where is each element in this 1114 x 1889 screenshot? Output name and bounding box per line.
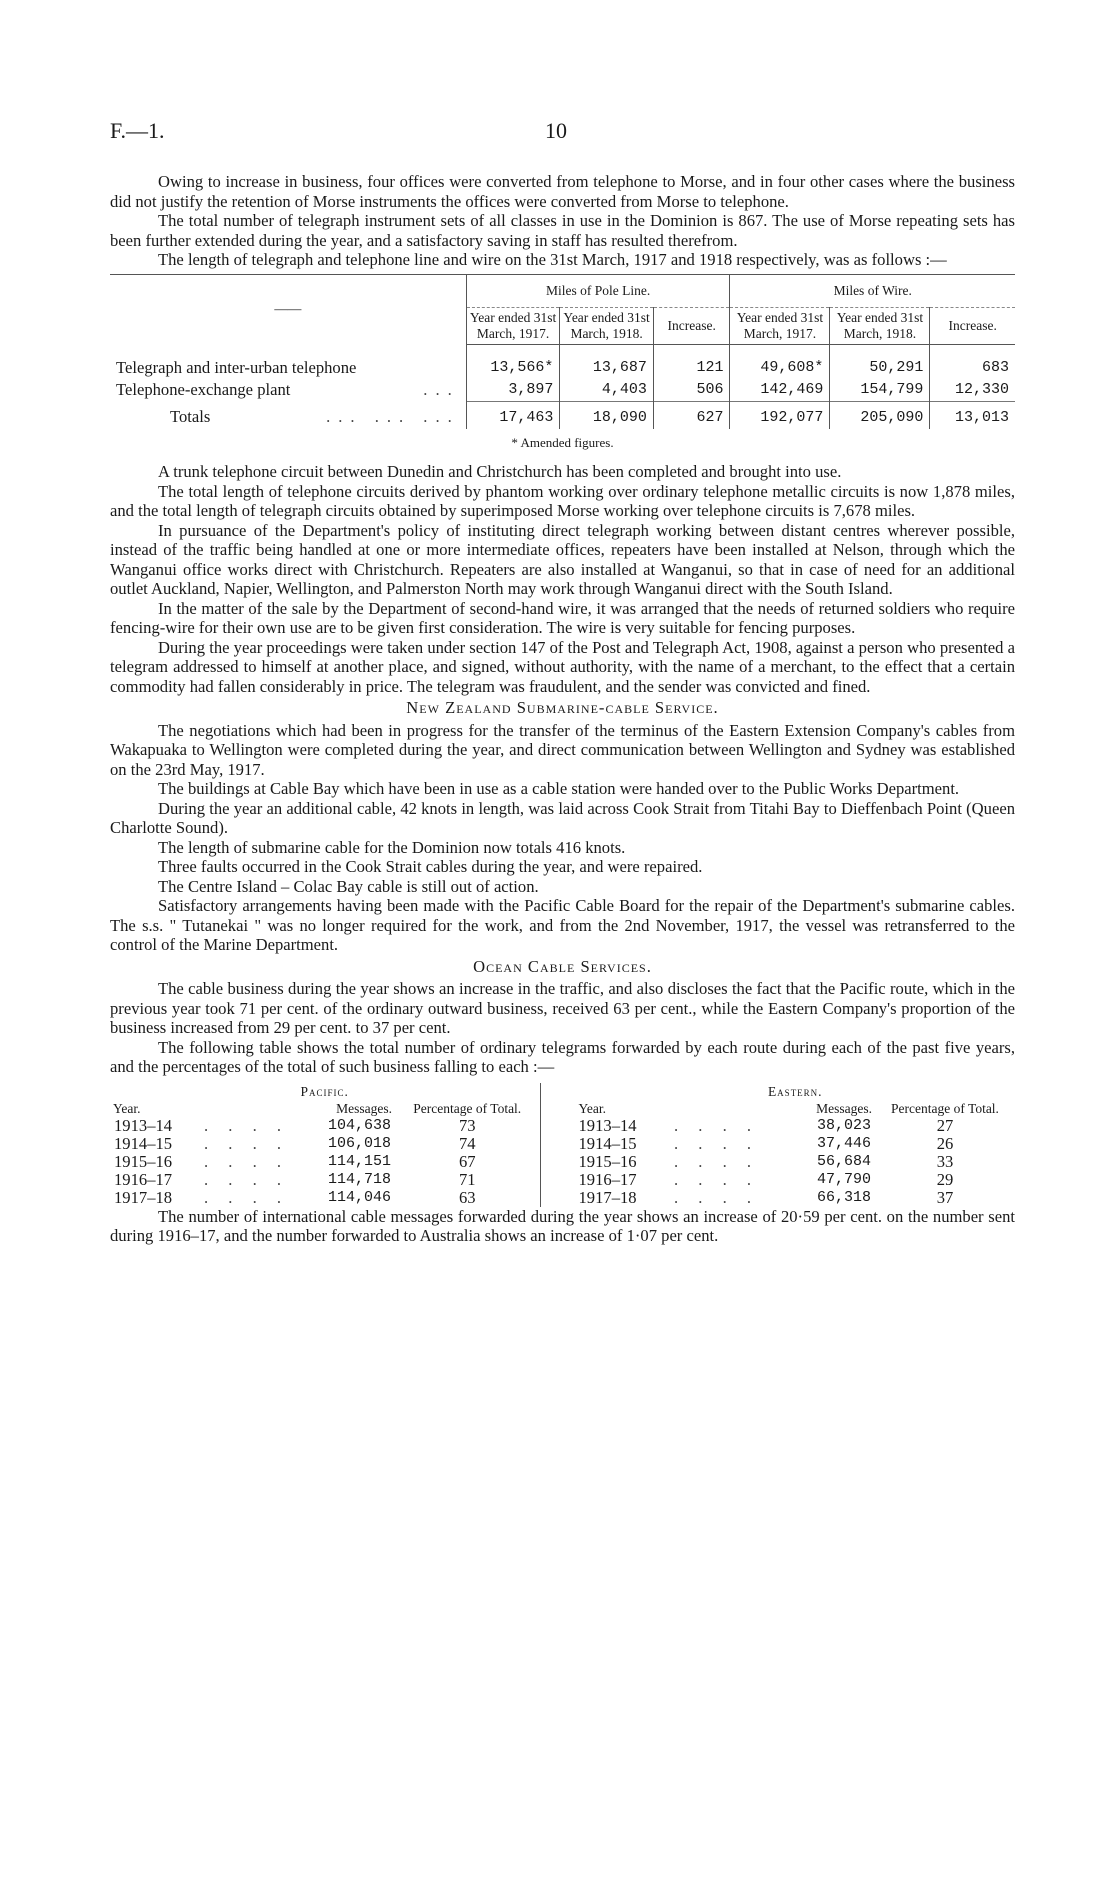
- col-header-1917: Year ended 31st March, 1917.: [466, 307, 560, 344]
- cell: 18,090: [560, 401, 654, 429]
- section-heading: New Zealand Submarine-cable Service.: [406, 698, 719, 717]
- col-header-percentage: Percentage of Total.: [891, 1100, 999, 1116]
- table-row: 1915–16 . . . . 114,151 67 1915–16 . . . . 56,684 33: [114, 1151, 954, 1171]
- col-header-year: Year.: [113, 1100, 141, 1116]
- cell: 49,608*: [730, 357, 830, 379]
- col-header-messages: Messages.: [336, 1100, 392, 1116]
- pacific-header: Pacific.: [300, 1083, 349, 1099]
- paragraph: In the matter of the sale by the Department of second-hand wire, it was arranged that the needs of returned soldiers who require fencing-wire for their own use are to be given first consideration. The wire is very suitable for fencing purposes.: [110, 598, 1015, 637]
- running-header: [110, 118, 1015, 148]
- table-row: 1917–18 . . . . 114,046 63 1917–18 . . . . 66,318 37: [114, 1187, 954, 1207]
- cell: 121: [653, 357, 730, 379]
- paragraph: In pursuance of the Department's policy of instituting direct telegraph working between distant centres wherever possible, instead of the traffic being handled at one or more intermediate offices, repeaters have been installed at Nelson, through which the Wanganui office works direct with Christchurch. Repeaters are also installed at Wanganui, so that in case of need for an additional outlet Auckland, Napier, Wellington, and Palmerston North may work through Wanganui direct with the South Island.: [110, 520, 1015, 598]
- wire-group-header: Miles of Wire.: [730, 274, 1015, 307]
- row-label: Telegraph and inter-urban telephone: [116, 357, 357, 377]
- paragraph: During the year proceedings were taken under section 147 of the Post and Telegraph Act, 1908, against a person who presented a telegram addressed to himself at another place, and signed, without authority, with the name of a merchant, to the effect that a certain commodity had fallen considerably in price. The telegram was fraudulent, and the sender was convicted and fined.: [110, 637, 1015, 696]
- cell: 506: [653, 379, 730, 402]
- col-header-1918: Year ended 31st March, 1918.: [560, 307, 654, 344]
- cell: 142,469: [730, 379, 830, 402]
- col-header-1917: Year ended 31st March, 1917.: [730, 307, 830, 344]
- col-header-increase: Increase.: [930, 307, 1015, 344]
- cell: 4,403: [560, 379, 654, 402]
- paragraph: Three faults occurred in the Cook Strait cables during the year, and were repaired.: [158, 857, 703, 876]
- paragraph: The length of telegraph and telephone line and wire on the 31st March, 1917 and 1918 respectively, was as follows :—: [158, 250, 947, 269]
- paragraph: The buildings at Cable Bay which have been in use as a cable station were handed over to the Public Works Department.: [158, 779, 960, 798]
- paragraph: The length of submarine cable for the Dominion now totals 416 knots.: [158, 837, 626, 857]
- cell: 192,077: [730, 401, 830, 429]
- col-header-increase: Increase.: [653, 307, 730, 344]
- document-code: F.—1.: [110, 118, 165, 143]
- table-footnote: * Amended figures.: [511, 434, 614, 450]
- paragraph: Owing to increase in business, four offices were converted from telephone to Morse, and in four other cases where the business did not justify the retention of Morse instruments the offices were converted from Morse to telephone.: [110, 172, 1015, 211]
- section-heading: Ocean Cable Services.: [473, 956, 652, 976]
- paragraph: Satisfactory arrangements having been made with the Pacific Cable Board for the repair of the Department's submarine cables. The s.s. " Tutanekai " was no longer required for the work, and from the 2nd November, 1917, the vessel was retransferred to the control of the Marine Department.: [110, 896, 1015, 954]
- line-wire-table: [110, 274, 1015, 429]
- table-row: Telephone-exchange plant ... 3,897 4,403 506 142,469 154,799 12,330: [110, 379, 1015, 402]
- cell: 13,013: [930, 401, 1015, 429]
- cell: 13,566*: [466, 357, 560, 379]
- paragraph: The negotiations which had been in progress for the transfer of the terminus of the Eastern Extension Company's cables from Wakapuaka to Wellington were completed during the year, and direct communication between Wellington and Sydney was established on the 23rd May, 1917.: [110, 720, 1015, 779]
- cable-route-table: [110, 1083, 1015, 1207]
- pole-line-group-header: Miles of Pole Line.: [466, 274, 730, 307]
- cell: 3,897: [466, 379, 560, 402]
- cell: 13,687: [560, 357, 654, 379]
- paragraph: The cable business during the year shows an increase in the traffic, and also discloses the fact that the Pacific route, which in the previous year took 71 per cent. of the ordinary outward business, received 63 per cent., while the Eastern Company's proportion of the business increased from 29 per cent. to 37 per cent.: [110, 979, 1015, 1037]
- table-row: [110, 357, 1015, 379]
- paragraph: A trunk telephone circuit between Dunedin and Christchurch has been completed and brought into use.: [158, 462, 842, 481]
- stub-header: ——: [110, 274, 466, 344]
- col-header-year: Year.: [540, 1100, 670, 1117]
- row-label: Telephone-exchange plant: [116, 379, 291, 399]
- cell: 50,291: [830, 357, 930, 379]
- paragraph: The total length of telephone circuits derived by phantom working over ordinary telephone metallic circuits is now 1,878 miles, and the total length of telegraph circuits obtained by superimposed Morse working over telephone circuits is 7,678 miles.: [110, 481, 1015, 520]
- paragraph: During the year an additional cable, 42 knots in length, was laid across Cook Strait from Titahi Bay to Dieffenbach Point (Queen Charlotte Sound).: [110, 798, 1015, 837]
- eastern-header: Eastern.: [540, 1083, 1015, 1100]
- cell: 17,463: [466, 401, 560, 429]
- table-row: 1914–15 . . . . 106,018 74 1914–15 . . . . 37,446 26: [114, 1133, 954, 1153]
- cell: 683: [930, 357, 1015, 379]
- cell: 627: [653, 401, 730, 429]
- paragraph: The Centre Island – Colac Bay cable is still out of action.: [158, 876, 539, 896]
- col-header-1918: Year ended 31st March, 1918.: [830, 307, 930, 344]
- col-header-percentage: Percentage of Total.: [413, 1100, 522, 1116]
- cell: 205,090: [830, 401, 930, 429]
- cell: 154,799: [830, 379, 930, 402]
- table-row: 1913–14 . . . . 104,638 73 1913–14 . . . . 38,023 27: [114, 1115, 954, 1135]
- totals-row: Totals ... ... ... 17,463 18,090 627 192,077 205,090 13,013: [110, 401, 1015, 429]
- paragraph: The following table shows the total number of ordinary telegrams forwarded by each route during each of the past five years, and the percentages of the total of such business falling to each :—: [110, 1037, 1015, 1076]
- col-header-messages: Messages.: [816, 1100, 872, 1116]
- totals-label: Totals: [170, 407, 211, 427]
- table-row: 1916–17 . . . . 114,718 71 1916–17 . . . . 47,790 29: [114, 1169, 954, 1189]
- paragraph: The number of international cable messages forwarded during the year shows an increase of 20·59 per cent. on the number sent during 1916–17, and the number forwarded to Australia shows an increase of 1·07 per cent.: [110, 1206, 1015, 1245]
- document-body: [110, 172, 1015, 1246]
- cell: 12,330: [930, 379, 1015, 402]
- paragraph: The total number of telegraph instrument sets of all classes in use in the Dominion is 867. The use of Morse repeating sets has been further extended during the year, and a satisfactory saving in staff has resulted therefrom.: [110, 211, 1015, 250]
- page-number: 10: [545, 118, 567, 143]
